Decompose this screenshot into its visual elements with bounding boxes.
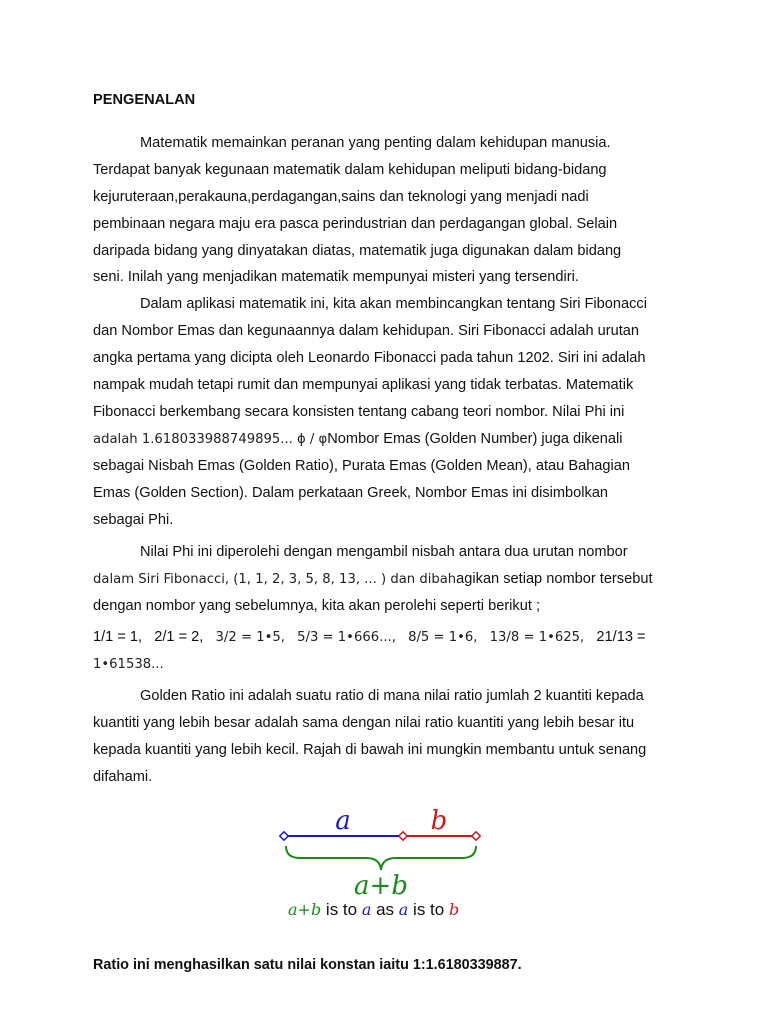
para2-line-9: sebagai Phi. <box>93 512 174 528</box>
phi-value: adalah 1.618033988749895... ϕ / φ <box>93 432 328 447</box>
para1-line-4: pembinaan negara maju era pasca perindustrian dan perdagangan global. Selain <box>93 216 618 232</box>
para2-line-6-rest: Nombor Emas (Golden Number) juga dikenali <box>327 431 623 447</box>
caption-is-to-1: is to <box>321 900 362 919</box>
label-a: a <box>335 806 351 836</box>
para1-line-2: Terdapat banyak kegunaan matematik dalam kehidupan meliputi bidang-bidang <box>93 162 607 178</box>
ratio-list-cont <box>93 654 164 675</box>
para3-line-3: dengan nombor yang sebelumnya, kita akan perolehi seperti berikut ; <box>93 598 541 614</box>
label-b: b <box>430 806 448 836</box>
para2-line-5: Fibonacci berkembang secara konsisten tentang cabang teori nombor. Nilai Phi ini <box>93 404 625 420</box>
endpoint-right <box>472 832 480 840</box>
label-sum: a+b <box>354 871 408 901</box>
ratio-21-13: 21/13 = <box>596 629 646 645</box>
para2-line-8: Emas (Golden Section). Dalam perkataan Greek, Nombor Emas ini disimbolkan <box>93 485 609 501</box>
para2-line-6 <box>93 429 623 450</box>
ratio-8-5: 8/5 = 1•6, <box>408 630 478 645</box>
para4-line-3: kepada kuantiti yang lebih kecil. Rajah di bawah ini mungkin membantu untuk senang <box>93 742 647 758</box>
sum-brace <box>286 846 476 870</box>
para1-line-3: kejuruteraan,perakauna,perdagangan,sains dan teknologi yang menjadi nadi <box>93 189 589 205</box>
para2-line-7: sebagai Nisbah Emas (Golden Ratio), Purata Emas (Golden Mean), atau Bahagian <box>93 458 631 474</box>
para3-line-2-rest: agikan setiap nombor tersebut <box>456 571 653 587</box>
ratio-list <box>93 627 646 648</box>
ratio-5-3: 5/3 = 1•666..., <box>297 630 396 645</box>
ratio-21-13-value: 1•61538... <box>93 657 164 672</box>
caption-a-2: a <box>398 900 409 919</box>
ratio-2-1: 2/1 = 2, <box>154 629 204 645</box>
fibonacci-sequence-text: dalam Siri Fibonacci, (1, 1, 2, 3, 5, 8, 13, ... ) dan dibah <box>93 572 457 587</box>
para2-line-2: dan Nombor Emas dan kegunaannya dalam kehidupan. Siri Fibonacci adalah urutan <box>93 323 639 339</box>
endpoint-left <box>280 832 288 840</box>
diagram-caption <box>288 900 459 920</box>
para3-line-2 <box>93 569 653 590</box>
para3-line-1: Nilai Phi ini diperolehi dengan mengambil nisbah antara dua urutan nombor <box>140 544 628 560</box>
ratio-13-8: 13/8 = 1•625, <box>489 630 585 645</box>
para2-line-1: Dalam aplikasi matematik ini, kita akan membincangkan tentang Siri Fibonacci <box>140 296 647 312</box>
conclusion-text: Ratio ini menghasilkan satu nilai konstan iaitu 1:1.6180339887. <box>93 957 522 973</box>
para2-line-4: nampak mudah tetapi rumit dan mempunyai aplikasi yang tidak terbatas. Matematik <box>93 377 634 393</box>
caption-b: b <box>448 900 460 919</box>
caption-sum: a+b <box>288 900 322 919</box>
para2-line-3: angka pertama yang dicipta oleh Leonardo Fibonacci pada tahun 1202. Siri ini adalah <box>93 350 646 366</box>
para4-line-2: kuantiti yang lebih besar adalah sama dengan nilai ratio kuantiti yang lebih besar itu <box>93 715 635 731</box>
para1-line-1: Matematik memainkan peranan yang penting dalam kehidupan manusia. <box>140 135 611 151</box>
endpoint-middle <box>399 832 407 840</box>
caption-a-1: a <box>361 900 372 919</box>
caption-is-to-2: is to <box>408 900 449 919</box>
para1-line-5: daripada bidang yang dinyatakan diatas, matematik juga digunakan dalam bidang <box>93 243 622 259</box>
caption-as: as <box>371 900 399 919</box>
section-heading: PENGENALAN <box>93 92 196 108</box>
para4-line-4: difahami. <box>93 769 153 785</box>
para1-line-6: seni. Inilah yang menjadikan matematik mempunyai misteri yang tersendiri. <box>93 269 579 285</box>
ratio-1-1: 1/1 = 1, <box>93 629 143 645</box>
para4-line-1: Golden Ratio ini adalah suatu ratio di mana nilai ratio jumlah 2 kuantiti kepada <box>140 688 644 704</box>
ratio-3-2: 3/2 = 1•5, <box>215 630 285 645</box>
